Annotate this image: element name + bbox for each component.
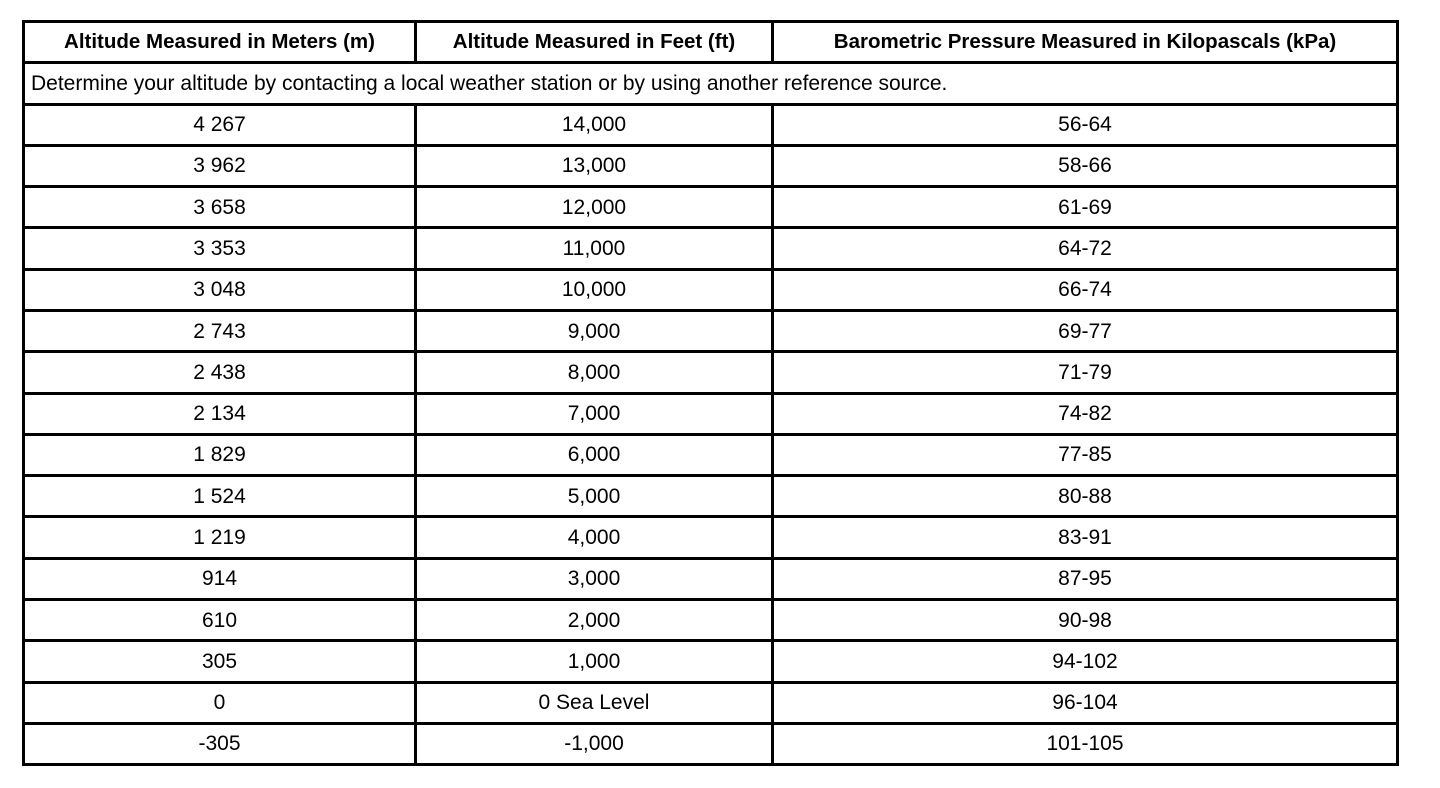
cell-pressure: 58-66	[774, 147, 1396, 185]
table-row	[25, 353, 1396, 391]
table-row	[25, 188, 1396, 226]
cell-feet: 9,000	[417, 312, 771, 350]
cell-pressure: 101-105	[774, 725, 1396, 763]
cell-meters: 4 267	[25, 106, 414, 144]
cell-pressure: 69-77	[774, 312, 1396, 350]
table-row	[25, 642, 1396, 680]
table-header-row	[25, 23, 1396, 61]
cell-feet: 0 Sea Level	[417, 684, 771, 722]
table-row	[25, 477, 1396, 515]
cell-pressure: 94-102	[774, 642, 1396, 680]
table-row	[25, 725, 1396, 763]
cell-meters: 914	[25, 560, 414, 598]
cell-meters: 2 134	[25, 395, 414, 433]
cell-meters: 2 743	[25, 312, 414, 350]
cell-feet: 3,000	[417, 560, 771, 598]
table-row	[25, 147, 1396, 185]
cell-meters: 3 048	[25, 271, 414, 309]
cell-pressure: 87-95	[774, 560, 1396, 598]
cell-meters: 1 524	[25, 477, 414, 515]
cell-feet: 7,000	[417, 395, 771, 433]
cell-feet: 1,000	[417, 642, 771, 680]
cell-feet: 11,000	[417, 229, 771, 267]
cell-meters: 2 438	[25, 353, 414, 391]
cell-pressure: 66-74	[774, 271, 1396, 309]
cell-meters: -305	[25, 725, 414, 763]
cell-meters: 305	[25, 642, 414, 680]
cell-pressure: 80-88	[774, 477, 1396, 515]
cell-pressure: 64-72	[774, 229, 1396, 267]
table-row	[25, 518, 1396, 556]
table-row	[25, 271, 1396, 309]
table-note-row	[25, 64, 1396, 102]
cell-meters: 1 829	[25, 436, 414, 474]
cell-feet: -1,000	[417, 725, 771, 763]
cell-meters: 610	[25, 601, 414, 639]
cell-pressure: 83-91	[774, 518, 1396, 556]
table-row	[25, 395, 1396, 433]
cell-meters: 1 219	[25, 518, 414, 556]
cell-feet: 6,000	[417, 436, 771, 474]
table-row	[25, 560, 1396, 598]
table-note: Determine your altitude by contacting a local weather station or by using another reference source.	[25, 64, 1396, 102]
cell-feet: 10,000	[417, 271, 771, 309]
cell-feet: 5,000	[417, 477, 771, 515]
table-row	[25, 106, 1396, 144]
cell-feet: 2,000	[417, 601, 771, 639]
cell-pressure: 90-98	[774, 601, 1396, 639]
cell-feet: 12,000	[417, 188, 771, 226]
cell-meters: 3 962	[25, 147, 414, 185]
cell-meters: 3 658	[25, 188, 414, 226]
table-row	[25, 312, 1396, 350]
cell-pressure: 74-82	[774, 395, 1396, 433]
header-meters: Altitude Measured in Meters (m)	[25, 23, 414, 61]
cell-pressure: 77-85	[774, 436, 1396, 474]
cell-meters: 3 353	[25, 229, 414, 267]
table-row	[25, 601, 1396, 639]
altitude-pressure-table	[22, 20, 1399, 766]
cell-pressure: 96-104	[774, 684, 1396, 722]
cell-feet: 4,000	[417, 518, 771, 556]
cell-meters: 0	[25, 684, 414, 722]
cell-feet: 8,000	[417, 353, 771, 391]
header-feet: Altitude Measured in Feet (ft)	[417, 23, 771, 61]
cell-pressure: 71-79	[774, 353, 1396, 391]
cell-pressure: 61-69	[774, 188, 1396, 226]
header-pressure: Barometric Pressure Measured in Kilopascals (kPa)	[774, 23, 1396, 61]
table-row	[25, 684, 1396, 722]
cell-feet: 14,000	[417, 106, 771, 144]
cell-pressure: 56-64	[774, 106, 1396, 144]
table-row	[25, 436, 1396, 474]
table-row	[25, 229, 1396, 267]
cell-feet: 13,000	[417, 147, 771, 185]
